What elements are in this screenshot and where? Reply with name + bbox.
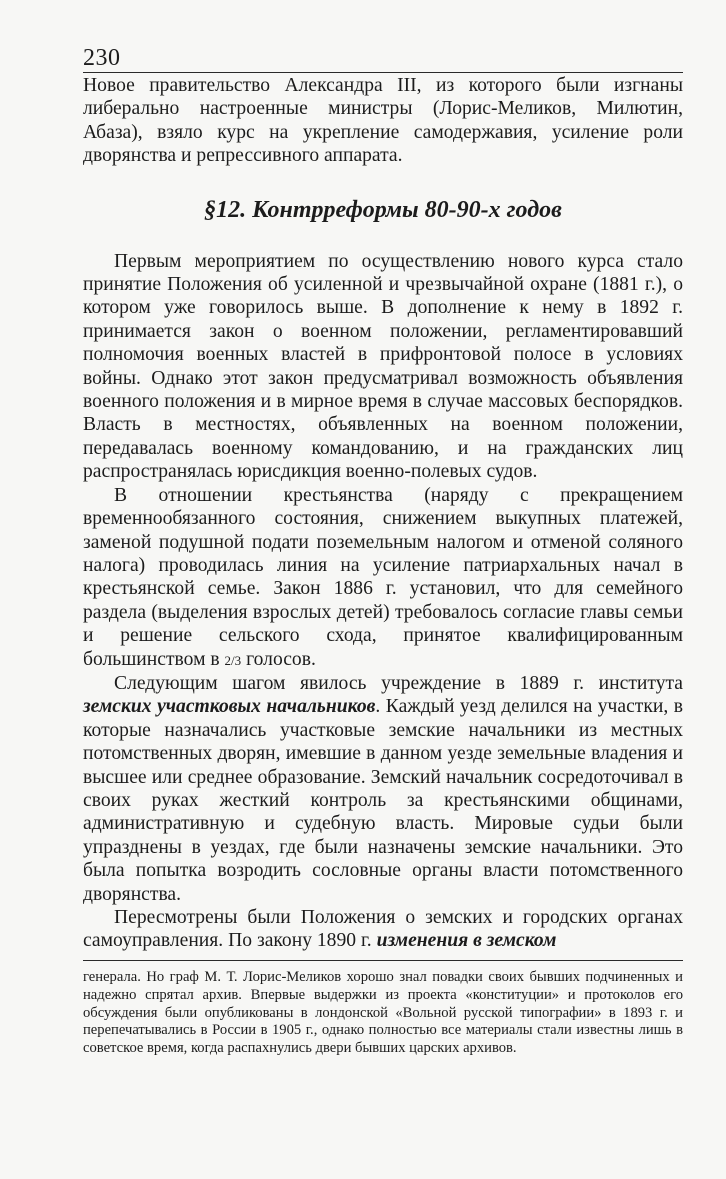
paragraph-2 (83, 484, 683, 672)
paragraph-2-main: В отношении крестьянства (наряду с прекращением временнообязанного состояния, снижением выкупных платежей, заменой подушной подати поземельным налогом и отменой соляного налога) проводилась линия на усиление патриархальных начал в крестьянской семье. Закон 1886 г. установил, что для семейного раздела (выделения взрослых детей) требовалось согласие главы семьи и решение сельского схода, принятое квалифицированным большинством в (83, 484, 683, 670)
paragraph-3-start: Следующим шагом явилось учреждение в 1889 г. института (114, 672, 683, 694)
paragraph-4-start: Пересмотрены были Положения о земских и городских органах самоуправления. По закону 1890 г. (83, 907, 683, 952)
intro-paragraph: Новое правительство Александра III, из которого были изгнаны либерально настроенные министры (Лорис-Меликов, Милютин, Абаза), взяло курс на укрепление самодержавия, усиление роли дворянства и репрессивного аппарата. (83, 75, 683, 167)
paragraph-2-tail: голосов. (246, 648, 316, 670)
fraction-two-thirds: 2/3 (224, 652, 242, 668)
paragraph-3-rest: . Каждый уезд делился на участки, в которые назначались участковые земские начальники из местных потомственных дворян, имевшие в данном уезде земельные владения и высшее или среднее образование. Земский начальник сосредоточивал в своих руках жесткий контроль за крестьянскими общинами, административную и судебную власть. Мировые судьи были упразднены в уездах, где были назначены земские начальники. Это была попытка возродить сословные органы власти потомственного дворянства. (83, 696, 683, 905)
paragraph-4 (83, 906, 683, 953)
main-text (83, 74, 683, 953)
header-rule (83, 72, 683, 73)
paragraph-3 (83, 672, 683, 906)
page-number: 230 (83, 45, 121, 71)
footnote-text: генерала. Но граф М. Т. Лорис-Меликов хорошо знал повадки своих бывших подчиненных и надежно спрятал архив. Впервые выдержки из проекта «конституции» и протоколов его обсуждения были опубликованы в лондонской «Вольной русской типографии» в 1893 г. и перепечатывались в России в 1905 г., однако полностью все материалы стали известны лишь в советское время, когда распахнулись двери бывших царских архивов. (83, 969, 683, 1057)
emphasis-zemstvo-changes: изменения в земском (376, 930, 557, 952)
footnote-rule (83, 960, 683, 961)
emphasis-zemstvo-chiefs: земских участковых начальников (83, 696, 376, 718)
paragraph-1: Первым мероприятием по осуществлению нового курса стало принятие Положения об усиленной и чрезвычайной охране (1881 г.), о котором уже говорилось выше. В дополнение к нему в 1892 г. принимается закон о военном положении, регламентировавший полномочия военных властей в прифронтовой полосе в условиях войны. Однако этот закон предусматривал возможность объявления военного положения и в мирное время в случае массовых беспорядков. Власть в местностях, объявленных на военном положении, передавалась военному командованию, и на гражданских лиц распространялась юрисдикция военно-полевых судов. (83, 250, 683, 483)
footnote (83, 969, 683, 1058)
section-heading: §12. Контрреформы 80-90-х годов (204, 196, 562, 223)
